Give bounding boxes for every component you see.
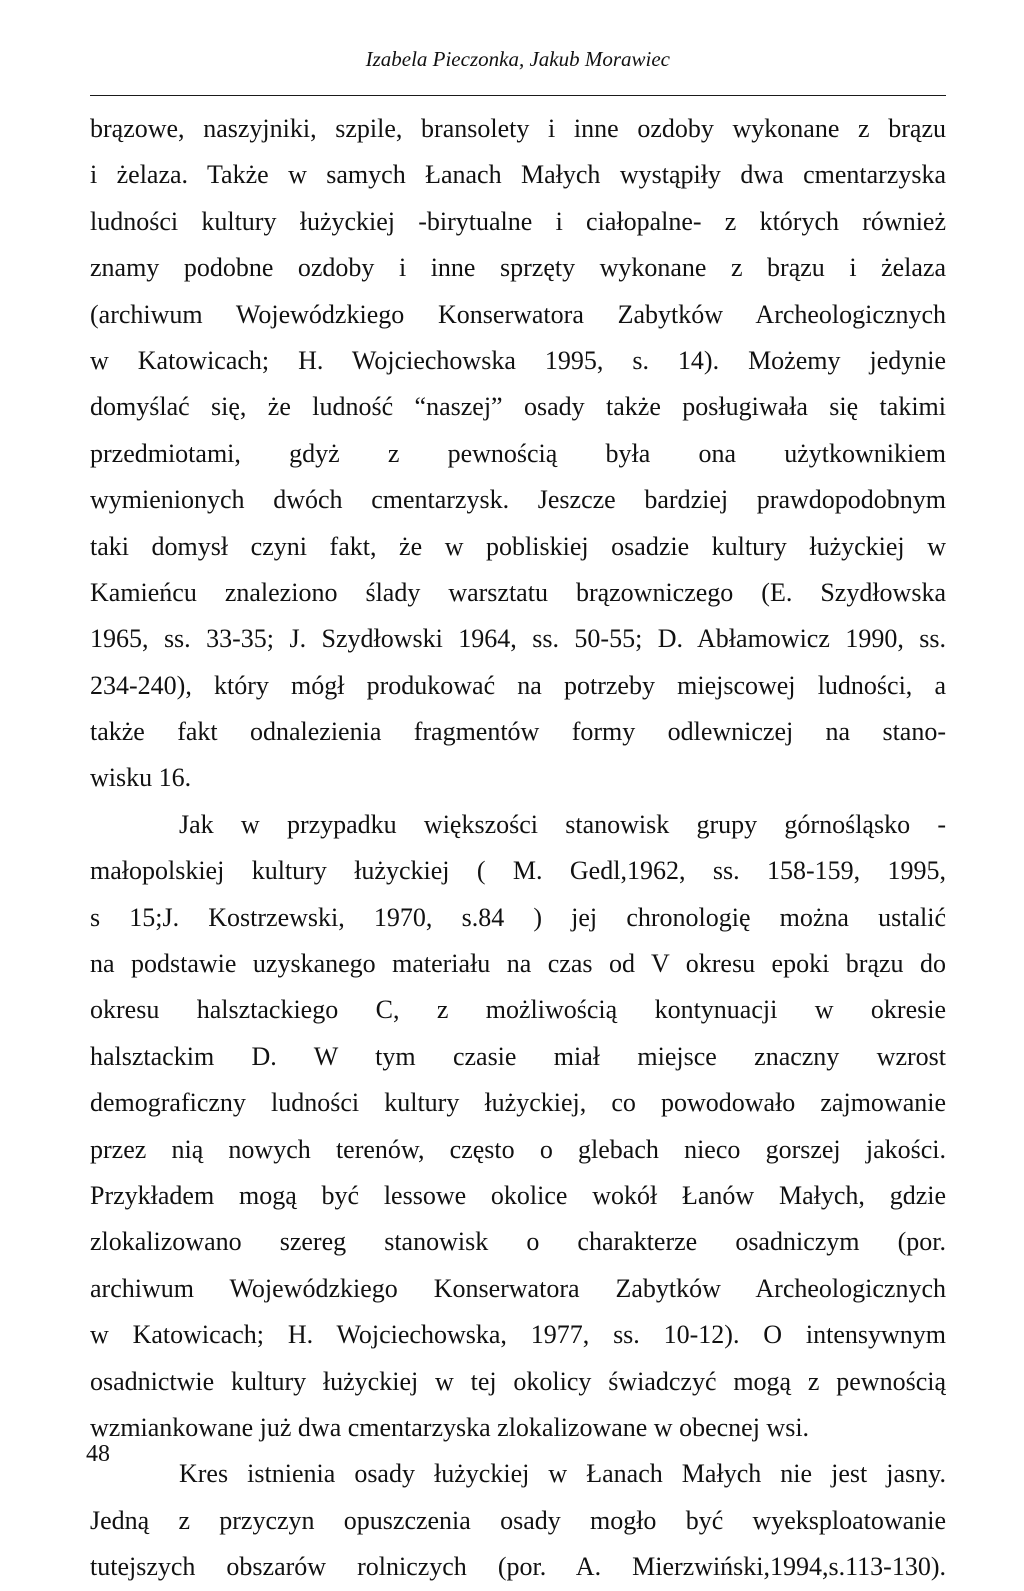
text-line: taki domysł czyni fakt, że w pobliskiej osadzie kultury łużyckiej w [90, 531, 946, 561]
page-number: 48 [86, 1441, 110, 1467]
text-line: przedmiotami, gdyż z pewnością była ona użytkownikiem [90, 438, 946, 468]
text-line: 234-240), który mógł produkować na potrzeby miejscowej ludności, a [90, 670, 946, 700]
text-line: zlokalizowano szereg stanowisk o charakterze osadniczym (por. [90, 1227, 946, 1257]
text-line: w Katowicach; H. Wojciechowska, 1977, ss. 10-12). O intensywnym [90, 1320, 946, 1350]
text-line: także fakt odnalezienia fragmentów formy odlewniczej na stano- [90, 717, 946, 747]
text-line: tutejszych obszarów rolniczych (por. A. Mierzwiński,1994,s.113-130). [90, 1552, 946, 1582]
body-text [90, 106, 946, 1591]
text-line: brązowe, naszyjniki, szpile, bransolety i inne ozdoby wykonane z brązu [90, 114, 946, 143]
text-line: osadnictwie kultury łużyckiej w tej okolicy świadczyć mogą z pewnością [90, 1366, 946, 1396]
text-line: halsztackim D. W tym czasie miał miejsce znaczny wzrost [90, 1041, 946, 1071]
text-line: (archiwum Wojewódzkiego Konserwatora Zabytków Archeologicznych [90, 299, 946, 329]
text-line: Jak w przypadku większości stanowisk grupy górnośląsko - [179, 809, 946, 839]
text-line: przez nią nowych terenów, często o glebach nieco gorszej jakości. [90, 1134, 946, 1164]
text-line: archiwum Wojewódzkiego Konserwatora Zabytków Archeologicznych [90, 1273, 946, 1303]
text-line: Kres istnienia osady łużyckiej w Łanach Małych nie jest jasny. [179, 1459, 946, 1489]
text-line: 1965, ss. 33-35; J. Szydłowski 1964, ss. 50-55; D. Abłamowicz 1990, ss. [90, 624, 946, 654]
text-line: małopolskiej kultury łużyckiej ( M. Gedl,1962, ss. 158-159, 1995, [90, 856, 946, 886]
text-line: wzmiankowane już dwa cmentarzyska zlokalizowane w obecnej wsi. [90, 1412, 810, 1442]
text-line: demograficzny ludności kultury łużyckiej, co powodowało zajmowanie [90, 1088, 946, 1118]
text-line: wisku 16. [90, 763, 192, 793]
text-line: i żelaza. Także w samych Łanach Małych wystąpiły dwa cmentarzyska [90, 160, 946, 190]
text-line: domyślać się, że ludność “naszej” osady także posługiwała się takimi [90, 392, 946, 422]
text-line: s 15;J. Kostrzewski, 1970, s.84 ) jej chronologię można ustalić [90, 902, 946, 932]
text-line: na podstawie uzyskanego materiału na czas od V okresu epoki brązu do [90, 949, 946, 979]
text-line: w Katowicach; H. Wojciechowska 1995, s. 14). Możemy jedynie [90, 345, 946, 375]
text-line: ludności kultury łużyckiej -birytualne i ciałopalne- z których również [90, 206, 946, 236]
text-line: wymienionych dwóch cmentarzysk. Jeszcze bardziej prawdopodobnym [90, 485, 946, 515]
text-line: Jedną z przyczyn opuszczenia osady mogło być wyeksploatowanie [90, 1505, 946, 1535]
text-line: znamy podobne ozdoby i inne sprzęty wykonane z brązu i żelaza [90, 253, 946, 283]
running-head: Izabela Pieczonka, Jakub Morawiec [365, 47, 670, 71]
text-line: Kamieńcu znaleziono ślady warsztatu brązowniczego (E. Szydłowska [90, 577, 946, 607]
text-line: okresu halsztackiego C, z możliwością kontynuacji w okresie [90, 995, 946, 1025]
page-header [90, 44, 946, 96]
text-line: Przykładem mogą być lessowe okolice wokół Łanów Małych, gdzie [90, 1180, 946, 1210]
